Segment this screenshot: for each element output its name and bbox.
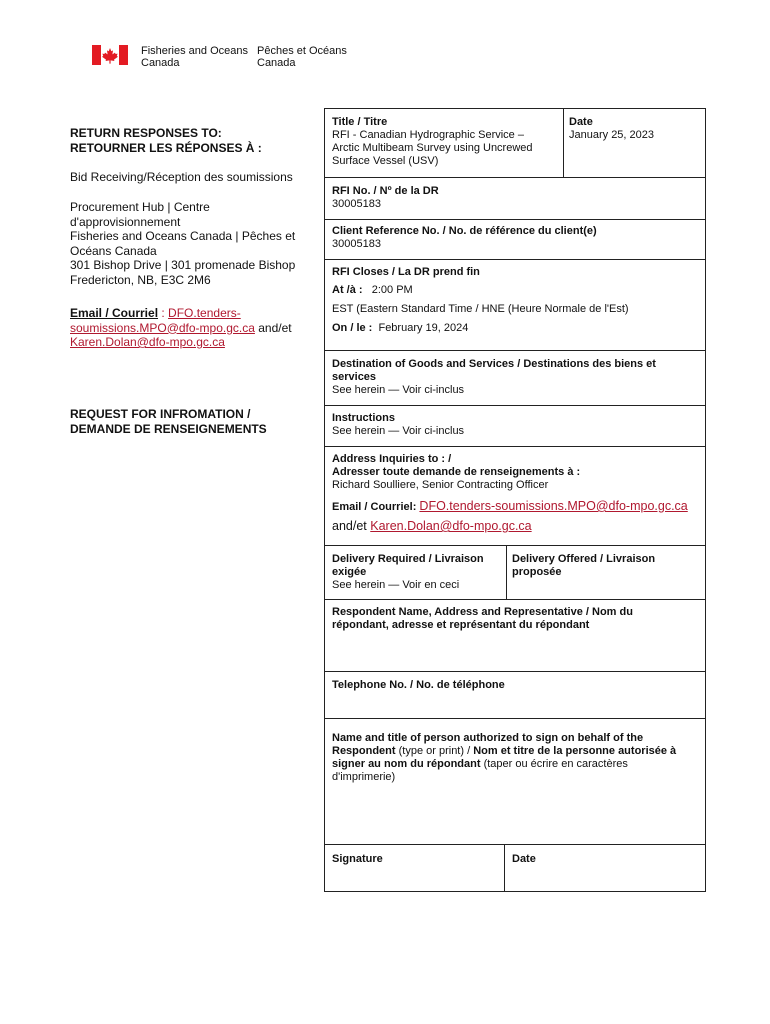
- auth-label: signer au nom du répondant: [332, 758, 481, 770]
- at-value: 2:00 PM: [371, 284, 413, 296]
- delivery-col-divider: [506, 545, 507, 600]
- rfi-no-label: RFI No. / Nº de la DR: [332, 185, 439, 197]
- telephone-divider: [324, 718, 706, 719]
- rfi-heading-line1: REQUEST FOR INFROMATION /: [70, 407, 251, 421]
- rfi-no-divider: [324, 219, 706, 220]
- title-line: RFI - Canadian Hydrographic Service –: [332, 129, 524, 141]
- signature-date-field[interactable]: [512, 853, 536, 866]
- on-value: February 19, 2024: [378, 322, 469, 334]
- telephone-label: Telephone No. / No. de téléphone: [332, 679, 505, 691]
- respondent-label: répondant, adresse et représentant du répondant: [332, 619, 590, 631]
- telephone-field[interactable]: [332, 679, 505, 692]
- delivery-off-label: proposée: [512, 566, 562, 578]
- on-label: On / le :: [332, 322, 373, 334]
- destination-label: Destination of Goods and Services / Destinations des biens et: [332, 358, 656, 370]
- dept-fr-line1: Pêches et Océans: [257, 45, 347, 57]
- date-value: January 25, 2023: [569, 129, 655, 141]
- instructions: [332, 412, 464, 438]
- address-line: Procurement Hub | Centre: [70, 200, 210, 214]
- auth-divider: [324, 844, 706, 845]
- address-line: Océans Canada: [70, 243, 157, 258]
- dept-fr-line2: Canada: [257, 57, 296, 69]
- closes-label: RFI Closes / La DR prend fin: [332, 266, 480, 278]
- inq-email-link-dfo[interactable]: DFO.tenders-soumissions.MPO@dfo-mpo.gc.ca: [419, 499, 688, 513]
- respondent-field[interactable]: [332, 606, 633, 632]
- auth-label: (type or print) /: [395, 745, 474, 757]
- timezone: EST (Eastern Standard Time / HNE (Heure Normale de l'Est): [332, 303, 629, 315]
- address-inquiries: [332, 453, 688, 533]
- inq-email-link-karen[interactable]: Karen.Dolan@dfo-mpo.gc.ca: [370, 519, 532, 533]
- delivery-offered[interactable]: [512, 553, 702, 579]
- date-label: Date: [569, 116, 593, 128]
- client-reference: [332, 225, 597, 251]
- signature-date-label: Date: [512, 853, 536, 865]
- client-ref-value: 30005183: [332, 238, 381, 250]
- rfi-no-value: 30005183: [332, 198, 381, 210]
- client-ref-label: Client Reference No. / No. de référence du client(e): [332, 225, 597, 237]
- delivery-required: [332, 553, 502, 592]
- email-label: Email / Courriel: [70, 306, 159, 320]
- signature-field[interactable]: [332, 853, 383, 866]
- rfi-heading: [70, 407, 315, 436]
- title-date-divider: [563, 108, 564, 178]
- address-line: d'approvisionnement: [70, 214, 181, 229]
- return-heading-fr: RETOURNER LES RÉPONSES À :: [70, 140, 262, 155]
- destination-value: See herein — Voir ci-inclus: [332, 384, 465, 396]
- email-link-dfo[interactable]: DFO.tenders-: [168, 306, 241, 320]
- return-address: [70, 200, 315, 287]
- rfi-number: [332, 185, 439, 211]
- email-link-dfo-cont[interactable]: soumissions.MPO@dfo-mpo.gc.ca: [70, 320, 255, 335]
- bid-receiving: Bid Receiving/Réception des soumissions: [70, 170, 293, 184]
- department-name-en: [141, 45, 248, 69]
- department-name-fr: [257, 45, 347, 69]
- title-line: Surface Vessel (USV): [332, 155, 439, 167]
- destination-divider: [324, 405, 706, 406]
- rfi-heading-line2: DEMANDE DE RENSEIGNEMENTS: [70, 421, 267, 436]
- client-ref-divider: [324, 259, 706, 260]
- authorized-person-field[interactable]: [332, 732, 700, 784]
- address-line: Fredericton, NB, E3C 2M6: [70, 272, 211, 287]
- instructions-label: Instructions: [332, 412, 395, 424]
- canada-flag-icon: [92, 45, 128, 65]
- title-cell: [332, 116, 560, 168]
- inquiries-label: Address Inquiries to : /: [332, 453, 452, 465]
- title-label: Title / Titre: [332, 116, 388, 128]
- auth-label: Nom et titre de la personne autorisée à: [473, 745, 677, 757]
- instructions-value: See herein — Voir ci-inclus: [332, 425, 465, 437]
- email-link-karen[interactable]: Karen.Dolan@dfo-mpo.gc.ca: [70, 335, 225, 349]
- inquiries-value: Richard Soulliere, Senior Contracting Officer: [332, 479, 549, 491]
- title-line: Arctic Multibeam Survey using Uncrewed: [332, 142, 533, 154]
- dept-en-line1: Fisheries and Oceans: [141, 45, 248, 57]
- address-line: Fisheries and Oceans Canada | Pêches et: [70, 229, 296, 243]
- destination-label: services: [332, 371, 377, 383]
- delivery-off-label: Delivery Offered / Livraison: [512, 553, 656, 565]
- signature-col-divider: [504, 844, 505, 892]
- email-colon: :: [158, 306, 169, 320]
- inq-andet: and/et: [332, 519, 367, 533]
- inquiries-label: Adresser toute demande de renseignements à :: [332, 466, 581, 478]
- instructions-divider: [324, 446, 706, 447]
- email-andet: and/et: [254, 320, 292, 335]
- delivery-row-divider: [324, 599, 706, 600]
- rfi-closes: [332, 266, 629, 335]
- respondent-divider: [324, 671, 706, 672]
- closes-divider: [324, 350, 706, 351]
- delivery-req-value: See herein — Voir en ceci: [332, 579, 460, 591]
- return-responses-heading: [70, 126, 315, 155]
- signature-label: Signature: [332, 853, 383, 865]
- auth-label: Name and title of person authorized to sign on behalf of the: [332, 732, 644, 744]
- delivery-req-label: exigée: [332, 566, 367, 578]
- title-row-divider: [324, 177, 706, 178]
- return-email-block: [70, 306, 315, 350]
- inq-email-label: Email / Courriel:: [332, 501, 417, 513]
- respondent-label: Respondent Name, Address and Representative / Nom du: [332, 606, 633, 618]
- destination: [332, 358, 656, 397]
- date-cell: [569, 116, 701, 142]
- return-heading-en: RETURN RESPONSES TO:: [70, 126, 222, 140]
- address-line: 301 Bishop Drive | 301 promenade Bishop: [70, 258, 296, 272]
- auth-label: Respondent: [332, 745, 396, 757]
- at-label: At /à :: [332, 284, 363, 296]
- dept-en-line2: Canada: [141, 57, 180, 69]
- delivery-req-label: Delivery Required / Livraison: [332, 553, 484, 565]
- auth-label: d'imprimerie): [332, 771, 396, 783]
- auth-label: (taper ou écrire en caractères: [480, 758, 628, 770]
